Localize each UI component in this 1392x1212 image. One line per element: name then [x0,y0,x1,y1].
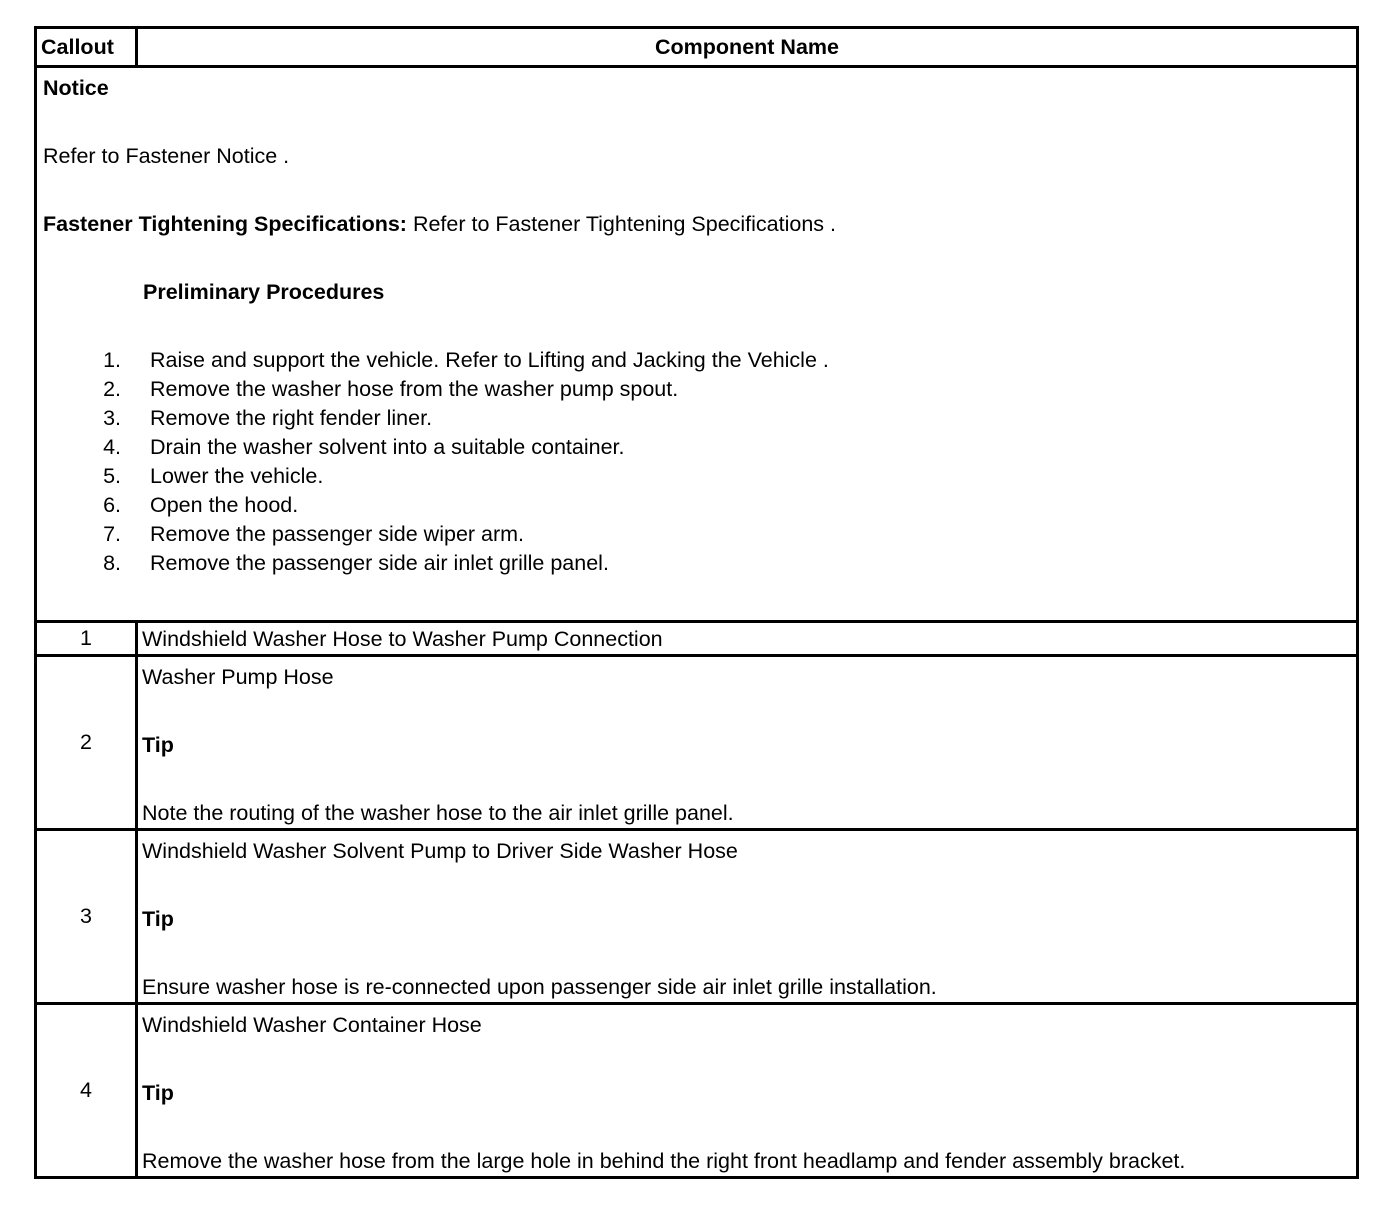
callout-header: Callout [36,28,137,67]
component-name: Windshield Washer Hose to Washer Pump Connection [137,622,1358,656]
spec-text[interactable]: Refer to Fastener Tightening Specifications . [406,212,837,236]
component-name-header: Component Name [137,28,1358,67]
component-cell [137,830,1358,1004]
tip-label: Tip [142,907,174,931]
list-item: 1. Raise and support the vehicle. Refer to Lifting and Jacking the Vehicle . [103,348,829,372]
list-item: 8. Remove the passenger side air inlet grille panel. [103,551,609,575]
list-item: 5. Lower the vehicle. [103,464,324,488]
component-name: Windshield Washer Container Hose [142,1013,482,1037]
callout-number: 4 [36,1004,137,1178]
header-row [36,28,1358,67]
table-row [36,622,1358,656]
component-cell [137,656,1358,830]
component-cell [137,1004,1358,1178]
spec-label: Fastener Tightening Specifications: [43,212,407,236]
tip-label: Tip [142,1081,174,1105]
fastener-spec [43,210,1356,239]
tip-text: Note the routing of the washer hose to the air inlet grille panel. [142,801,734,825]
callout-number: 3 [36,830,137,1004]
callout-number: 1 [36,622,137,656]
component-table [34,26,1359,1179]
component-name: Washer Pump Hose [142,665,334,689]
fastener-notice-link[interactable]: Refer to Fastener Notice . [43,144,290,168]
tip-label: Tip [142,733,174,757]
notice-cell [36,67,1358,622]
component-name: Windshield Washer Solvent Pump to Driver Side Washer Hose [142,839,738,863]
list-item: 2. Remove the washer hose from the washer pump spout. [103,377,679,401]
list-item: 3. Remove the right fender liner. [103,406,433,430]
callout-number: 2 [36,656,137,830]
tip-text: Remove the washer hose from the large hole in behind the right front headlamp and fender assembly bracket. [142,1149,1186,1173]
notice-title: Notice [43,76,109,100]
table-row [36,830,1358,1004]
list-item: 7. Remove the passenger side wiper arm. [103,522,525,546]
preliminary-steps [43,346,1356,578]
tip-text: Ensure washer hose is re-connected upon passenger side air inlet grille installation. [142,975,937,999]
table-row [36,656,1358,830]
list-item: 6. Open the hood. [103,493,299,517]
preliminary-title: Preliminary Procedures [143,280,385,304]
notice-row [36,67,1358,622]
list-item: 4. Drain the washer solvent into a suitable container. [103,435,625,459]
table-row [36,1004,1358,1178]
